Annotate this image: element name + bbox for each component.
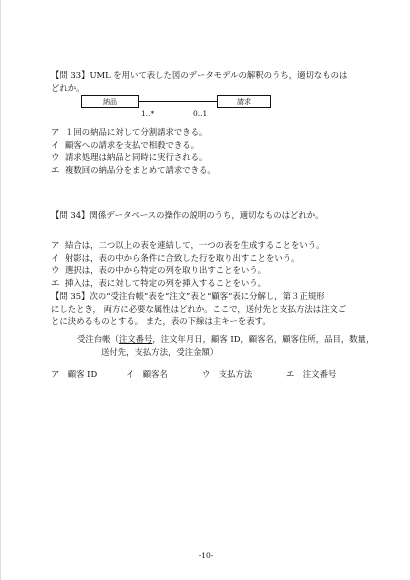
option-key: ア bbox=[51, 369, 60, 379]
page-number: -10- bbox=[198, 551, 214, 560]
uml-multiplicity-right: 0..1 bbox=[193, 109, 208, 118]
option-text: 顧客 ID bbox=[67, 369, 98, 379]
q34-options bbox=[51, 239, 369, 289]
q35-option-i bbox=[126, 368, 168, 380]
q34-heading: 【問 34】関係データベースの操作の説明のうち，適切なものはどれか。 bbox=[51, 210, 324, 220]
q34-option-a bbox=[51, 239, 369, 252]
option-key: エ bbox=[51, 164, 60, 175]
uml-entity-right: 請求 bbox=[217, 95, 271, 108]
q35-heading-line-1: 【問 35】次の“受注台帳”表を“注文”表と“顧客”表に分解し，第３正規形 bbox=[51, 291, 325, 301]
ledger-attributes-1: ，注文年月日，顧客 ID，顧客名，顧客住所，品目，数量， bbox=[152, 334, 375, 344]
option-key: エ bbox=[286, 369, 295, 379]
q33-options bbox=[51, 126, 369, 176]
option-key: ア bbox=[51, 127, 60, 137]
option-text: 射影は，表の中から条件に合致した行を取り出すことをいう。 bbox=[65, 252, 300, 263]
q34-option-i bbox=[51, 252, 369, 265]
option-key: エ bbox=[51, 277, 60, 288]
question-33 bbox=[51, 69, 369, 94]
option-text: 挿入は，表に対して特定の列を挿入することをいう。 bbox=[65, 277, 266, 288]
option-text: 複数回の納品分をまとめて請求できる。 bbox=[65, 164, 216, 175]
q34-option-e bbox=[51, 277, 369, 290]
option-text: 注文番号 bbox=[302, 369, 337, 379]
q34-option-u bbox=[51, 264, 369, 277]
option-text: 請求処理は納品と同時に実行される。 bbox=[65, 152, 208, 163]
option-text: １回の納品に対して分割請求できる。 bbox=[65, 127, 208, 137]
q35-option-e bbox=[286, 368, 336, 380]
option-text: 支払方法 bbox=[218, 369, 253, 379]
q35-option-a bbox=[51, 368, 97, 380]
option-key: ウ bbox=[51, 152, 60, 163]
ledger-line-1 bbox=[77, 333, 374, 346]
q33-option-a bbox=[51, 126, 369, 139]
uml-diagram bbox=[81, 95, 271, 125]
uml-entity-left: 納品 bbox=[81, 95, 139, 108]
option-key: イ bbox=[51, 252, 60, 263]
option-text: 選択は，表の中から特定の列を取り出すことをいう。 bbox=[65, 265, 266, 276]
ledger-line-2 bbox=[77, 346, 374, 359]
q35-heading-line-2: にしたとき， 両方に必要な属性はどれか。ここで，送付先と支払方法は注文ご bbox=[51, 303, 347, 314]
option-text: 顧客への請求を支払で相殺できる。 bbox=[65, 139, 199, 150]
option-text: 結合は，二つ以上の表を連結して，一つの表を生成することをいう。 bbox=[65, 240, 325, 250]
q33-option-u bbox=[51, 151, 369, 164]
q33-heading-line-1: 【問 33】UML を用いて表した図のデータモデルの解釈のうち，適切なものは bbox=[51, 70, 348, 80]
option-key: イ bbox=[51, 139, 60, 150]
option-text: 顧客名 bbox=[142, 369, 168, 379]
ledger-attributes-2: 送付先，支払方法，受注金額） bbox=[101, 347, 219, 357]
question-35 bbox=[51, 290, 369, 328]
q35-heading-line-3: とに決めるものとする。 また，表の下線は主キーを表す。 bbox=[51, 316, 271, 327]
option-key: ア bbox=[51, 240, 60, 250]
question-34 bbox=[51, 209, 369, 222]
option-key: イ bbox=[126, 369, 135, 379]
ledger-primary-key: 注文番号 bbox=[118, 334, 153, 344]
q35-option-u bbox=[202, 368, 252, 380]
order-ledger-schema bbox=[77, 333, 374, 359]
uml-association-line bbox=[139, 101, 217, 102]
q33-option-i bbox=[51, 139, 369, 152]
uml-multiplicity-left: 1..* bbox=[141, 109, 155, 118]
ledger-prefix: 受注台帳（ bbox=[77, 334, 119, 344]
option-key: ウ bbox=[202, 369, 211, 379]
q33-heading-line-2: どれか。 bbox=[51, 82, 85, 93]
q33-option-e bbox=[51, 164, 369, 177]
option-key: ウ bbox=[51, 265, 60, 276]
